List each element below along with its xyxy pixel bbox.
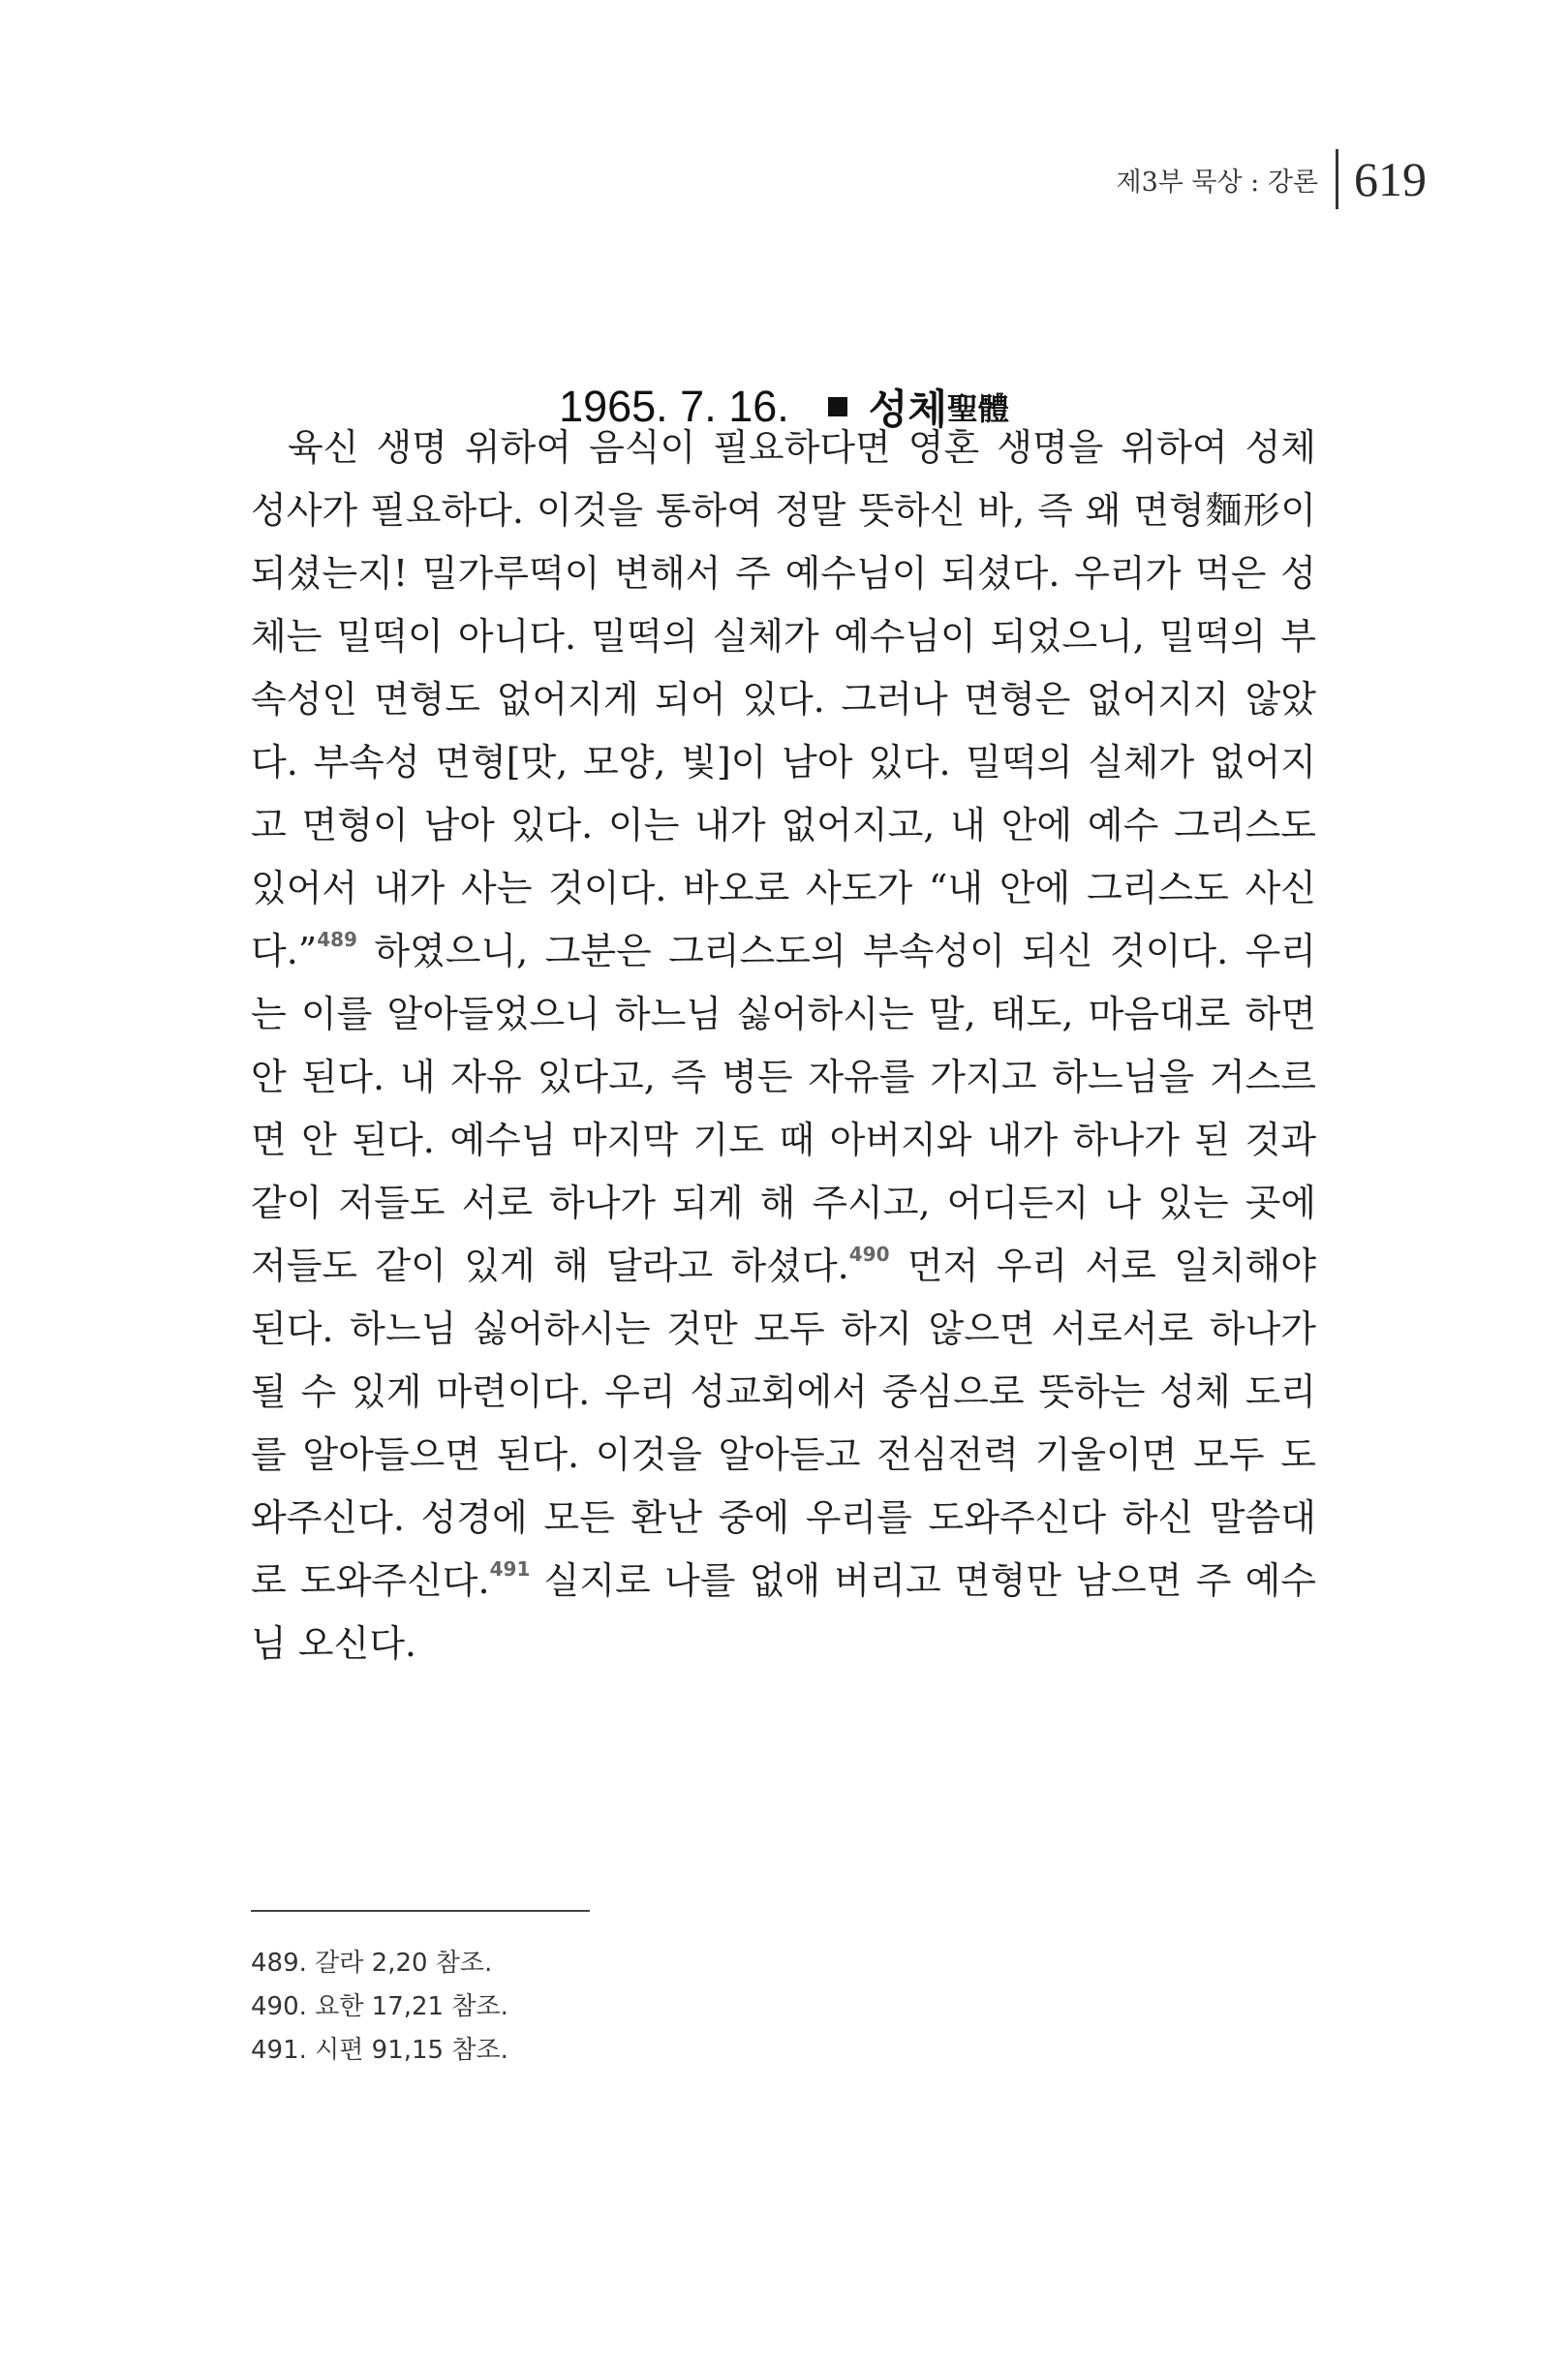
body-line: 체는 밀떡이 아니다. 밀떡의 실체가 예수님이 되었으니, 밀떡의 부 bbox=[251, 615, 1316, 658]
body-line-segment: 먼저 우리 서로 일치해야 bbox=[907, 1245, 1316, 1287]
running-head-divider bbox=[1336, 149, 1338, 209]
body-line: 고 면형이 남아 있다. 이는 내가 없어지고, 내 안에 예수 그리스도 bbox=[251, 804, 1316, 846]
body-line: 육신 생명 위하여 음식이 필요하다면 영혼 생명을 위하여 성체 bbox=[288, 426, 1316, 469]
body-line: 를 알아들으면 된다. 이것을 알아듣고 전심전력 기울이면 모두 도 bbox=[251, 1433, 1316, 1476]
footnote-ref[interactable]: 489 bbox=[317, 928, 357, 951]
running-head bbox=[1116, 145, 1427, 213]
body-line: 면 안 된다. 예수님 마지막 기도 때 아버지와 내가 하나가 된 것과 bbox=[251, 1119, 1316, 1161]
body-line: 안 된다. 내 자유 있다고, 즉 병든 자유를 가지고 하느님을 거스르 bbox=[251, 1056, 1316, 1098]
body-line: 있어서 내가 사는 것이다. 바오로 사도가 “내 안에 그리스도 사신 bbox=[251, 867, 1316, 909]
running-head-section: 제3부 묵상 : 강론 bbox=[1116, 167, 1318, 198]
body-line-segment: 하였으니, 그분은 그리스도의 부속성이 되신 것이다. 우리 bbox=[374, 930, 1316, 972]
body-line: 는 이를 알아들었으니 하느님 싫어하시는 말, 태도, 마음대로 하면 bbox=[251, 993, 1316, 1035]
body-line-segment: 다.” bbox=[251, 930, 318, 972]
footnote-divider bbox=[251, 1910, 590, 1912]
entry-title: 성체 bbox=[868, 384, 947, 433]
entry-title-hanja: 聖體 bbox=[946, 389, 1009, 427]
body-line-segment: 로 도와주신다. bbox=[251, 1559, 490, 1602]
footnote: 491. 시편 91,15 참조. bbox=[251, 2036, 508, 2065]
footnote-ref[interactable]: 491 bbox=[489, 1557, 531, 1581]
footnote-ref[interactable]: 490 bbox=[848, 1243, 890, 1266]
body-line: 되셨는지! 밀가루떡이 변해서 주 예수님이 되셨다. 우리가 먹은 성 bbox=[251, 552, 1316, 595]
body-line: 다. 부속성 면형[맛, 모양, 빛]이 남아 있다. 밀떡의 실체가 없어지 bbox=[251, 741, 1316, 784]
entry-date: 1965. 7. 16. bbox=[559, 381, 789, 431]
homily-body bbox=[251, 416, 1316, 1676]
footnote: 490. 요한 17,21 참조. bbox=[251, 1992, 508, 2021]
square-bullet-icon bbox=[828, 397, 847, 416]
body-line: 성사가 필요하다. 이것을 통하여 정말 뜻하신 바, 즉 왜 면형麵形이 bbox=[251, 489, 1316, 532]
footnotes bbox=[251, 1942, 508, 2073]
body-line: 님 오신다. bbox=[251, 1622, 416, 1665]
body-line: 속성인 면형도 없어지게 되어 있다. 그러나 면형은 없어지지 않았 bbox=[251, 678, 1316, 721]
body-line: 된다. 하느님 싫어하시는 것만 모두 하지 않으면 서로서로 하나가 bbox=[251, 1307, 1316, 1350]
body-line bbox=[251, 1550, 1316, 1613]
body-line bbox=[251, 920, 1316, 983]
page-number: 619 bbox=[1354, 152, 1427, 206]
body-line-segment: 실지로 나를 없애 버리고 면형만 남으면 주 예수 bbox=[543, 1559, 1316, 1602]
body-line: 같이 저들도 서로 하나가 되게 해 주시고, 어디든지 나 있는 곳에 bbox=[251, 1182, 1316, 1224]
body-line: 될 수 있게 마련이다. 우리 성교회에서 중심으로 뜻하는 성체 도리 bbox=[251, 1370, 1316, 1413]
body-line bbox=[251, 1235, 1316, 1298]
body-line-segment: 저들도 같이 있게 해 달라고 하셨다. bbox=[251, 1245, 849, 1287]
body-line: 와주신다. 성경에 모든 환난 중에 우리를 도와주신다 하신 말씀대 bbox=[251, 1496, 1316, 1539]
footnote: 489. 갈라 2,20 참조. bbox=[251, 1949, 493, 1978]
